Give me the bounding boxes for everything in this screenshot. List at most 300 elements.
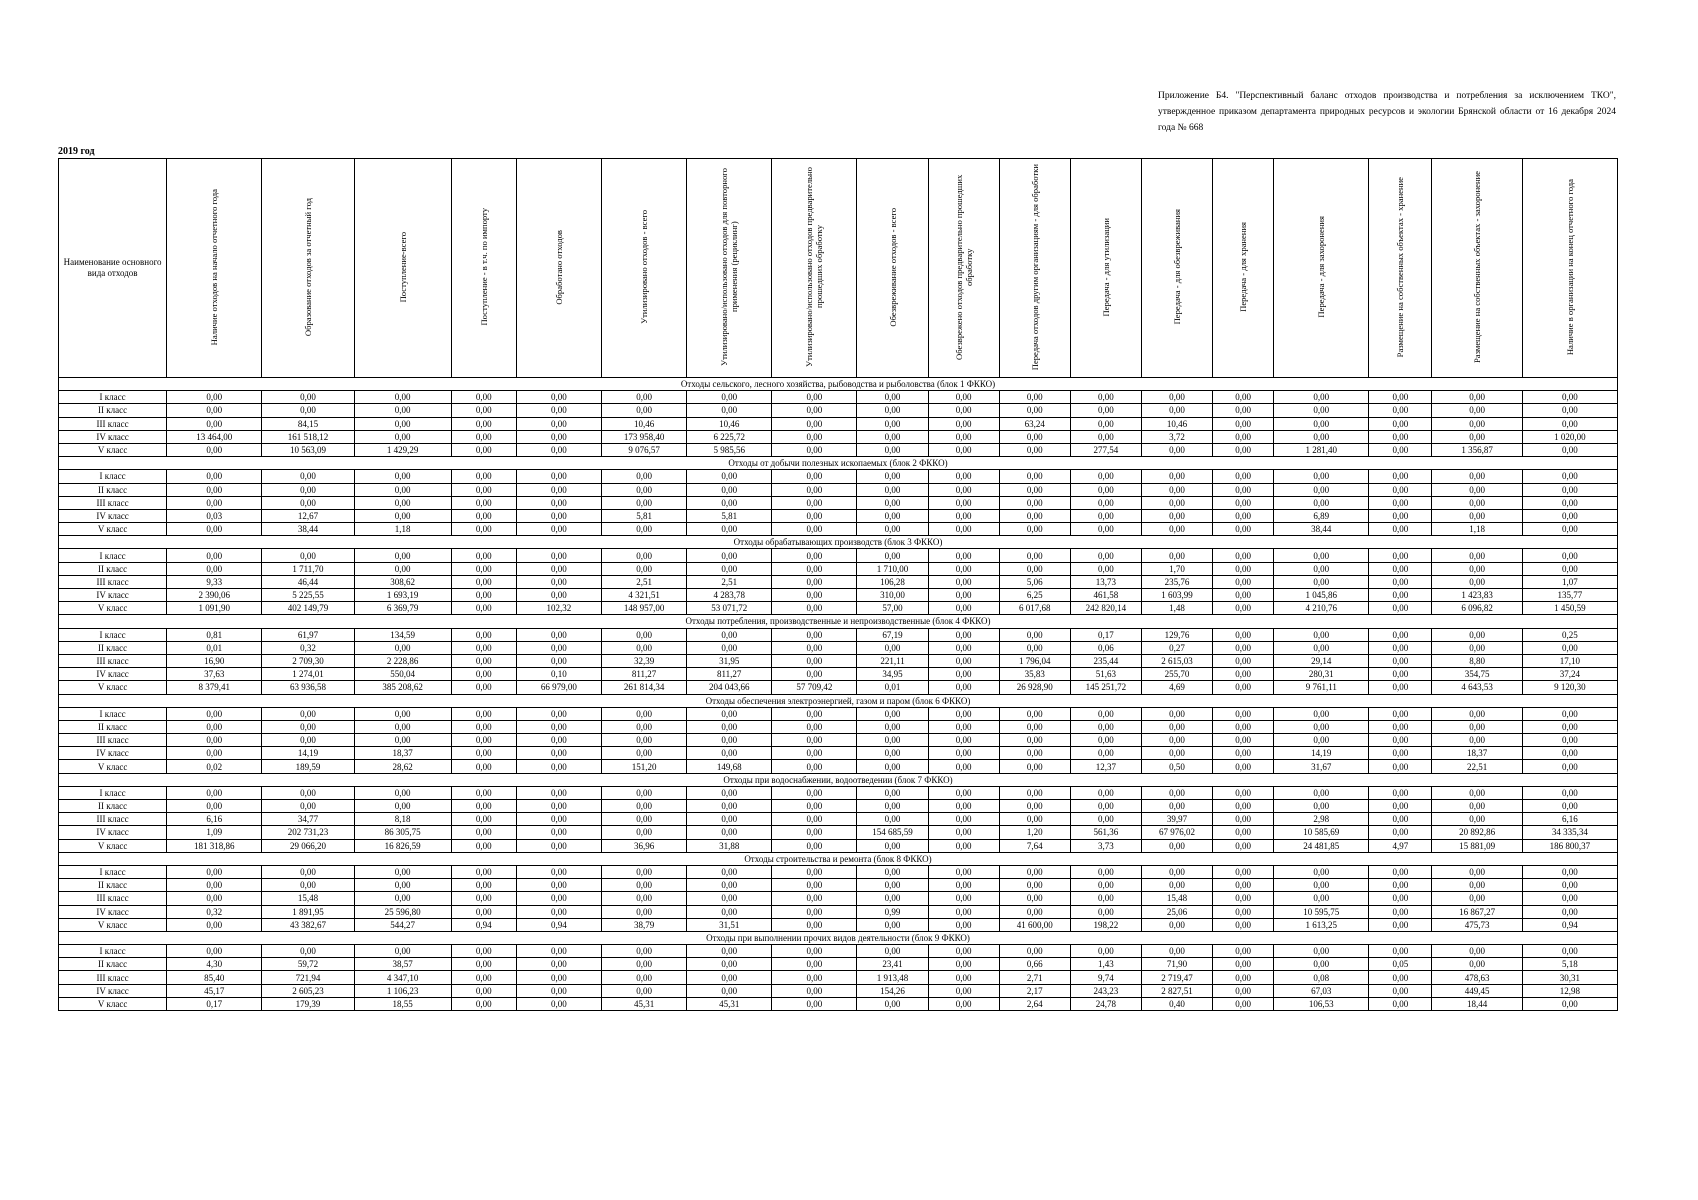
value-cell: 0,00 [687,747,772,760]
value-cell: 145 251,72 [1070,681,1141,694]
table-row [59,747,1618,760]
value-cell: 67,19 [857,628,928,641]
section-title: Отходы от добычи полезных ископаемых (блок 2 ФККО) [59,457,1618,470]
column-header-label: Утилизировано/использовано отходов предварительно прошедших обработку [804,167,825,367]
value-cell: 12,37 [1070,760,1141,773]
value-cell: 0,00 [1213,628,1274,641]
table-row [59,865,1618,878]
value-cell: 0,00 [516,707,601,720]
value-cell: 0,17 [167,997,262,1010]
column-header-label: Наличие отходов на начало отчетного года [209,188,220,346]
value-cell: 0,00 [1213,654,1274,667]
value-cell: 0,00 [1369,879,1432,892]
column-header [354,159,451,378]
value-cell: 0,00 [1070,786,1141,799]
value-cell: 0,00 [1432,865,1522,878]
appendix-note: Приложение Б4. "Перспективный баланс отходов производства и потребления за исключением ТКО", утвержденное приказом департамента природных ресурсов и экологии Брянской области от 16 декабря 2024 года № 668 [1158,91,1616,133]
value-cell: 0,00 [1141,523,1212,536]
value-cell: 0,00 [602,905,687,918]
value-cell: 16 826,59 [354,839,451,852]
value-cell: 0,00 [602,483,687,496]
value-cell: 0,00 [999,760,1070,773]
value-cell: 0,00 [602,391,687,404]
column-header [1274,159,1369,378]
value-cell: 0,00 [1213,760,1274,773]
value-cell: 71,90 [1141,958,1212,971]
value-cell: 0,00 [262,391,354,404]
value-cell: 0,00 [1369,509,1432,522]
value-cell: 4 347,10 [354,971,451,984]
value-cell: 0,00 [1141,483,1212,496]
value-cell: 0,00 [1213,958,1274,971]
value-cell: 0,00 [1213,892,1274,905]
value-cell: 4,97 [1369,839,1432,852]
value-cell: 2 390,06 [167,589,262,602]
value-cell: 0,00 [772,997,857,1010]
value-cell: 0,00 [1141,734,1212,747]
value-cell: 0,00 [602,549,687,562]
value-cell: 8 379,41 [167,681,262,694]
value-cell: 0,00 [516,839,601,852]
column-header [1522,159,1617,378]
value-cell: 0,00 [1141,443,1212,456]
value-cell: 0,00 [1070,707,1141,720]
value-cell: 0,00 [1070,549,1141,562]
value-cell: 0,00 [1274,496,1369,509]
value-cell: 14,19 [262,747,354,760]
value-cell: 0,00 [516,483,601,496]
value-cell: 0,00 [451,720,516,733]
value-cell: 0,00 [1369,707,1432,720]
value-cell: 0,00 [1432,786,1522,799]
hazard-class-cell: II класс [59,404,167,417]
value-cell: 37,63 [167,668,262,681]
value-cell: 0,00 [451,549,516,562]
value-cell: 0,00 [857,509,928,522]
value-cell: 0,00 [1369,892,1432,905]
value-cell: 0,40 [1141,997,1212,1010]
value-cell: 0,00 [1369,681,1432,694]
value-cell: 308,62 [354,575,451,588]
value-cell: 32,39 [602,654,687,667]
value-cell: 0,00 [602,984,687,997]
value-cell: 0,00 [602,800,687,813]
table-row [59,826,1618,839]
value-cell: 7,64 [999,839,1070,852]
value-cell: 0,00 [1141,391,1212,404]
value-cell: 0,08 [1274,971,1369,984]
value-cell: 0,00 [516,443,601,456]
value-cell: 0,00 [1141,747,1212,760]
value-cell: 34,95 [857,668,928,681]
value-cell: 5,81 [687,509,772,522]
value-cell: 0,00 [1213,945,1274,958]
value-cell: 0,00 [1141,549,1212,562]
value-cell: 148 957,00 [602,602,687,615]
value-cell: 0,66 [999,958,1070,971]
value-cell: 24,78 [1070,997,1141,1010]
value-cell: 0,00 [772,720,857,733]
value-cell: 0,00 [1432,734,1522,747]
value-cell: 2 719,47 [1141,971,1212,984]
value-cell: 0,00 [1522,905,1617,918]
value-cell: 5,81 [602,509,687,522]
value-cell: 0,00 [1369,800,1432,813]
table-row [59,668,1618,681]
value-cell: 0,00 [167,918,262,931]
column-header-label: Передача отходов другим организациям - для обработки [1029,163,1040,371]
value-cell: 0,00 [602,707,687,720]
value-cell: 135,77 [1522,589,1617,602]
value-cell: 0,00 [1274,641,1369,654]
value-cell: 0,00 [1432,430,1522,443]
value-cell: 1,18 [354,523,451,536]
value-cell: 0,00 [772,958,857,971]
value-cell: 0,00 [928,391,999,404]
value-cell: 0,00 [1213,470,1274,483]
value-cell: 0,00 [1522,562,1617,575]
value-cell: 0,00 [857,865,928,878]
value-cell: 0,00 [1274,707,1369,720]
value-cell: 0,00 [1432,879,1522,892]
value-cell: 0,00 [1141,404,1212,417]
value-cell: 0,00 [772,509,857,522]
value-cell: 0,00 [928,734,999,747]
value-cell: 8,18 [354,813,451,826]
value-cell: 0,00 [516,654,601,667]
hazard-class-cell: II класс [59,800,167,813]
value-cell: 0,00 [772,602,857,615]
value-cell: 0,00 [1213,734,1274,747]
value-cell: 0,00 [1274,417,1369,430]
section-header-row [59,694,1618,707]
value-cell: 0,00 [1522,945,1617,958]
value-cell: 0,00 [772,760,857,773]
value-cell: 0,00 [602,892,687,905]
value-cell: 0,00 [451,905,516,918]
value-cell: 0,00 [1522,641,1617,654]
value-cell: 544,27 [354,918,451,931]
value-cell: 280,31 [1274,668,1369,681]
value-cell: 0,00 [516,747,601,760]
value-cell: 0,00 [1213,839,1274,852]
value-cell: 0,00 [857,549,928,562]
value-cell: 0,00 [928,958,999,971]
column-header-label: Образование отходов за отчетный год [302,197,313,337]
value-cell: 0,00 [928,417,999,430]
value-cell: 84,15 [262,417,354,430]
value-cell: 0,00 [772,417,857,430]
value-cell: 1 020,00 [1522,430,1617,443]
value-cell: 0,00 [999,523,1070,536]
value-cell: 0,00 [1213,786,1274,799]
value-cell: 0,00 [354,404,451,417]
value-cell: 31,95 [687,654,772,667]
value-cell: 0,00 [772,562,857,575]
value-cell: 0,00 [1274,483,1369,496]
value-cell: 0,00 [687,404,772,417]
value-cell: 29,14 [1274,654,1369,667]
value-cell: 67 976,02 [1141,826,1212,839]
value-cell: 0,00 [1141,509,1212,522]
value-cell: 85,40 [167,971,262,984]
value-cell: 0,00 [772,391,857,404]
value-cell: 0,00 [1213,681,1274,694]
value-cell: 5 985,56 [687,443,772,456]
value-cell: 5,18 [1522,958,1617,971]
value-cell: 15,48 [262,892,354,905]
value-cell: 0,00 [516,720,601,733]
value-cell: 0,00 [857,443,928,456]
value-cell: 0,00 [516,800,601,813]
table-row [59,905,1618,918]
table-row [59,681,1618,694]
value-cell: 0,00 [602,523,687,536]
table-row [59,800,1618,813]
hazard-class-cell: IV класс [59,826,167,839]
value-cell: 2 228,86 [354,654,451,667]
value-cell: 0,00 [1274,800,1369,813]
value-cell: 243,23 [1070,984,1141,997]
value-cell: 1 613,25 [1274,918,1369,931]
value-cell: 0,00 [687,734,772,747]
value-cell: 0,00 [167,734,262,747]
value-cell: 0,00 [1213,918,1274,931]
column-header-label: Поступление-всего [397,231,408,303]
value-cell: 0,00 [928,602,999,615]
value-cell: 0,00 [687,905,772,918]
value-cell: 0,00 [1070,892,1141,905]
value-cell: 0,00 [1070,417,1141,430]
value-cell: 0,00 [928,945,999,958]
value-cell: 0,00 [516,865,601,878]
value-cell: 0,00 [1070,865,1141,878]
value-cell: 0,00 [1522,707,1617,720]
value-cell: 0,32 [262,641,354,654]
value-cell: 57,00 [857,602,928,615]
hazard-class-cell: IV класс [59,430,167,443]
value-cell: 31,51 [687,918,772,931]
value-cell: 86 305,75 [354,826,451,839]
value-cell: 38,79 [602,918,687,931]
value-cell: 0,00 [1369,654,1432,667]
value-cell: 0,00 [354,707,451,720]
value-cell: 0,00 [1522,997,1617,1010]
value-cell: 0,00 [928,786,999,799]
value-cell: 0,00 [1369,945,1432,958]
column-header-label: Размещение на собственных объектах - хранение [1395,176,1406,358]
value-cell: 0,00 [262,470,354,483]
table-row [59,734,1618,747]
value-cell: 0,00 [857,483,928,496]
column-header [772,159,857,378]
value-cell: 0,00 [1432,892,1522,905]
value-cell: 0,00 [1432,496,1522,509]
value-cell: 0,00 [516,734,601,747]
value-cell: 475,73 [1432,918,1522,931]
value-cell: 0,00 [772,523,857,536]
value-cell: 0,00 [999,549,1070,562]
table-row [59,720,1618,733]
value-cell: 0,00 [516,984,601,997]
value-cell: 0,00 [772,707,857,720]
value-cell: 0,00 [262,800,354,813]
value-cell: 10,46 [687,417,772,430]
value-cell: 0,00 [928,681,999,694]
value-cell: 3,72 [1141,430,1212,443]
column-header [262,159,354,378]
value-cell: 2,98 [1274,813,1369,826]
value-cell: 0,05 [1369,958,1432,971]
hazard-class-cell: II класс [59,641,167,654]
value-cell: 0,01 [167,641,262,654]
column-header-label: Обезврежено отходов предварительно прошедших обработку [953,174,974,360]
value-cell: 15,48 [1141,892,1212,905]
value-cell: 0,00 [999,483,1070,496]
value-cell: 0,17 [1070,628,1141,641]
value-cell: 1 710,00 [857,562,928,575]
value-cell: 0,00 [1274,865,1369,878]
value-cell: 0,00 [1369,575,1432,588]
value-cell: 0,00 [687,549,772,562]
hazard-class-cell: I класс [59,786,167,799]
table-row [59,443,1618,456]
value-cell: 0,00 [687,523,772,536]
value-cell: 0,00 [602,945,687,958]
value-cell: 0,00 [451,641,516,654]
value-cell: 2 615,03 [1141,654,1212,667]
column-header [1432,159,1522,378]
value-cell: 51,63 [1070,668,1141,681]
value-cell: 0,00 [772,879,857,892]
value-cell: 0,00 [516,786,601,799]
value-cell: 0,00 [451,707,516,720]
value-cell: 0,00 [167,945,262,958]
value-cell: 0,00 [1141,720,1212,733]
value-cell: 0,00 [451,443,516,456]
value-cell: 2 827,51 [1141,984,1212,997]
value-cell: 18,55 [354,997,451,1010]
value-cell: 0,00 [451,734,516,747]
value-cell: 0,00 [928,549,999,562]
value-cell: 0,00 [602,628,687,641]
value-cell: 1 281,40 [1274,443,1369,456]
value-cell: 0,00 [928,813,999,826]
value-cell: 0,00 [516,958,601,971]
value-cell: 0,00 [1213,997,1274,1010]
value-cell: 0,00 [1432,417,1522,430]
value-cell: 0,00 [928,496,999,509]
value-cell: 0,00 [1274,391,1369,404]
value-cell: 0,00 [1369,905,1432,918]
value-cell: 0,00 [1522,800,1617,813]
value-cell: 242 820,14 [1070,602,1141,615]
value-cell: 0,00 [1213,417,1274,430]
value-cell: 1,07 [1522,575,1617,588]
value-cell: 0,00 [1369,549,1432,562]
value-cell: 0,00 [602,865,687,878]
value-cell: 0,00 [167,562,262,575]
value-cell: 0,00 [772,892,857,905]
value-cell: 17,10 [1522,654,1617,667]
value-cell: 0,00 [354,496,451,509]
value-cell: 0,00 [1369,562,1432,575]
hazard-class-cell: I класс [59,549,167,562]
value-cell: 0,00 [354,549,451,562]
value-cell: 0,00 [1369,984,1432,997]
value-cell: 9 761,11 [1274,681,1369,694]
column-header-label: Размещение на собственных объектах - захоронение [1472,171,1483,363]
value-cell: 0,00 [1213,562,1274,575]
value-cell: 0,00 [516,509,601,522]
value-cell: 10,46 [1141,417,1212,430]
value-cell: 38,44 [1274,523,1369,536]
value-cell: 0,00 [772,865,857,878]
value-cell: 134,59 [354,628,451,641]
value-cell: 1,20 [999,826,1070,839]
value-cell: 0,00 [451,826,516,839]
section-header-row [59,615,1618,628]
value-cell: 0,00 [1522,879,1617,892]
value-cell: 0,00 [1274,430,1369,443]
column-header [451,159,516,378]
value-cell: 0,00 [928,997,999,1010]
section-header-row [59,457,1618,470]
section-title: Отходы потребления, производственные и непроизводственные (блок 4 ФККО) [59,615,1618,628]
table-row [59,641,1618,654]
hazard-class-cell: III класс [59,654,167,667]
value-cell: 0,00 [451,760,516,773]
value-cell: 0,00 [1369,734,1432,747]
value-cell: 0,00 [687,892,772,905]
table-body [59,378,1618,1011]
hazard-class-cell: IV класс [59,984,167,997]
value-cell: 0,00 [1213,443,1274,456]
value-cell: 0,00 [1141,786,1212,799]
hazard-class-cell: V класс [59,839,167,852]
value-cell: 0,00 [772,549,857,562]
value-cell: 0,00 [602,720,687,733]
value-cell: 0,00 [354,800,451,813]
value-cell: 0,00 [687,483,772,496]
table-row [59,997,1618,1010]
value-cell: 0,00 [687,470,772,483]
value-cell: 0,00 [1522,470,1617,483]
value-cell: 0,00 [772,984,857,997]
value-cell: 0,00 [354,483,451,496]
value-cell: 0,00 [516,879,601,892]
value-cell: 26 928,90 [999,681,1070,694]
value-cell: 0,00 [772,443,857,456]
value-cell: 0,00 [262,879,354,892]
value-cell: 63,24 [999,417,1070,430]
value-cell: 0,00 [516,575,601,588]
value-cell: 0,00 [1522,865,1617,878]
value-cell: 0,00 [1070,430,1141,443]
value-cell: 0,00 [1213,747,1274,760]
table-row [59,707,1618,720]
value-cell: 0,00 [602,734,687,747]
value-cell: 0,00 [687,984,772,997]
table-row [59,496,1618,509]
value-cell: 0,00 [772,430,857,443]
value-cell: 0,00 [1070,720,1141,733]
value-cell: 0,00 [928,879,999,892]
value-cell: 0,00 [1141,865,1212,878]
value-cell: 61,97 [262,628,354,641]
hazard-class-cell: V класс [59,918,167,931]
value-cell: 0,00 [928,865,999,878]
